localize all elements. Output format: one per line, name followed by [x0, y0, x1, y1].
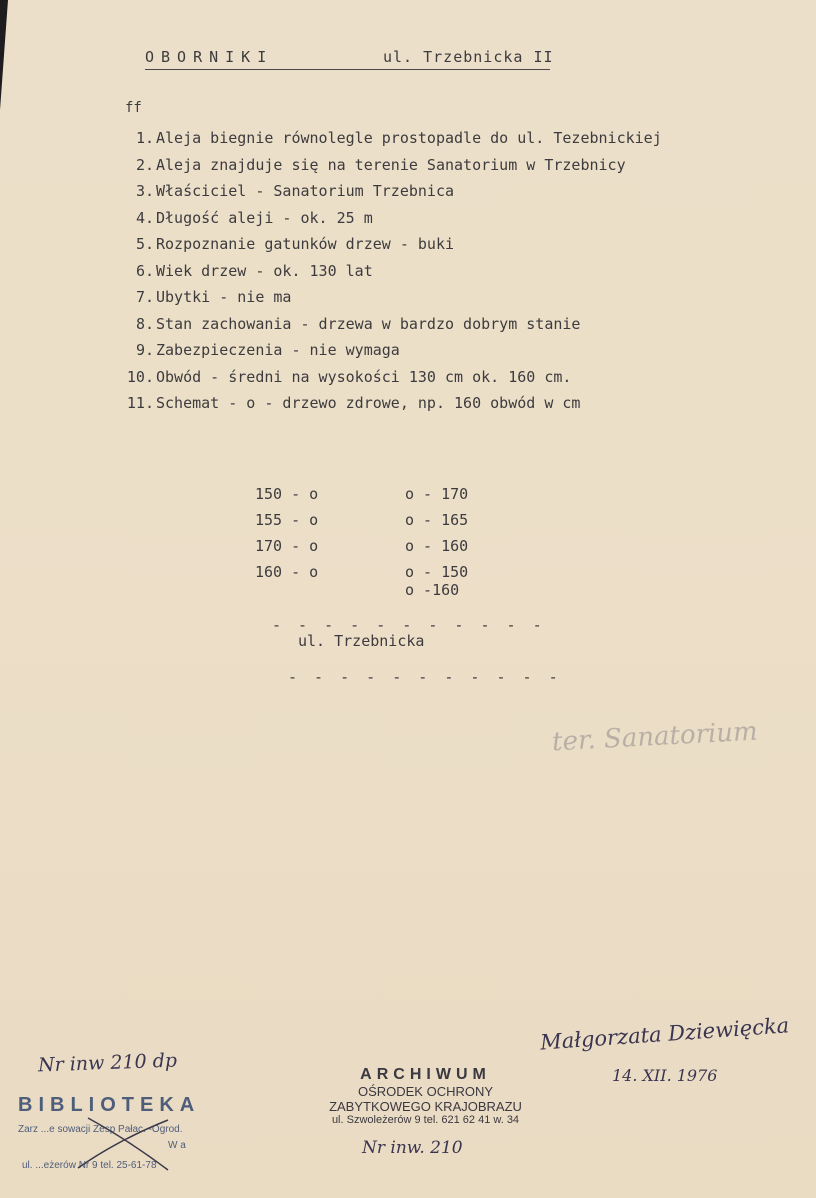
road-line-bottom: - - - - - - - - - - -	[288, 668, 562, 686]
scheme-right-entry: o -160	[405, 581, 460, 599]
list-item: 8. Stan zachowania - drzewa w bardzo dobrym stanie	[135, 314, 581, 333]
scheme-right-entry: o - 150	[405, 563, 469, 581]
item-text: Właściciel - Sanatorium Trzebnica	[156, 182, 455, 200]
item-list	[116, 125, 662, 417]
library-stamp	[18, 1090, 258, 1180]
item-text: Obwód - średni na wysokości 130 cm ok. 160 cm.	[156, 367, 572, 386]
item-text: Aleja znajduje się na terenie Sanatorium w Trzebnicy	[156, 155, 626, 174]
list-item: 4. Długość aleji - ok. 25 m	[135, 208, 373, 227]
item-text: Aleja biegnie równolegle prostopadle do ul. Tezebnickiej	[156, 129, 662, 147]
item-text: Ubytki - nie ma	[156, 288, 292, 306]
list-item: 11. Schemat - o - drzewo zdrowe, np. 160 obwód w cm	[126, 394, 581, 412]
scheme-left-entry: 150 - o	[255, 485, 319, 503]
library-stamp-line: ul. ...eżerów Nr 9 tel. 25-61-78	[22, 1160, 157, 1171]
library-stamp-line: W a	[168, 1140, 186, 1151]
archive-stamp-line: ul. Szwoleżerów 9 tel. 621 62 41 w. 34	[331, 1114, 520, 1126]
item-text: Długość aleji - ok. 25 m	[156, 208, 373, 227]
signature-date: 14. XII. 1976	[612, 1066, 718, 1085]
inventory-number-top: Nr inw 210 dp	[37, 1049, 178, 1077]
scheme-street-label: ul. Trzebnicka	[298, 632, 425, 650]
list-item: 5. Rozpoznanie gatunków drzew - buki	[135, 235, 455, 253]
scan-edge-shadow	[0, 0, 8, 110]
list-item: 3. Właściciel - Sanatorium Trzebnica	[135, 182, 455, 200]
item-text: Zabezpieczenia - nie wymaga	[156, 341, 400, 359]
item-text: Stan zachowania - drzewa w bardzo dobrym stanie	[156, 314, 581, 333]
margin-note-handwritten: ter. Sanatorium	[551, 716, 759, 758]
list-item: 2. Aleja znajduje się na terenie Sanatorium w Trzebnicy	[135, 155, 626, 174]
scheme-left-entry: 160 - o	[255, 563, 319, 581]
list-item: 7. Ubytki - nie ma	[135, 288, 292, 306]
list-item: 1. Aleja biegnie równolegle prostopadle do ul. Tezebnickiej	[135, 129, 662, 147]
margin-mark: ff	[125, 100, 142, 116]
list-item: 10. Obwód - średni na wysokości 130 cm ok. 160 cm.	[126, 367, 572, 386]
cross-out-mark	[18, 1090, 258, 1180]
archive-stamp-line: ZABYTKOWEGO KRAJOBRAZU	[329, 1099, 522, 1114]
item-text: Rozpoznanie gatunków drzew - buki	[156, 235, 455, 253]
item-text: Schemat - o - drzewo zdrowe, np. 160 obwód w cm	[156, 394, 581, 412]
archive-stamp-line: OŚRODEK OCHRONY	[357, 1084, 494, 1099]
list-item: 9. Zabezpieczenia - nie wymaga	[135, 341, 400, 359]
signature: Małgorzata Dziewięcka	[539, 1013, 790, 1055]
document-header	[145, 48, 554, 66]
scheme-right-entry: o - 160	[405, 537, 469, 555]
scheme-left-entry: 155 - o	[255, 511, 319, 529]
inventory-number-bottom: Nr inw. 210	[362, 1138, 463, 1158]
library-stamp-line: Zarz ...e sowacji Zesp Pałac. -Ogrod.	[18, 1124, 183, 1135]
road-line-top: - - - - - - - - - - -	[272, 616, 546, 634]
library-stamp-title: BIBLIOTEKA	[18, 1094, 201, 1116]
header-title: OBORNIKI	[145, 48, 274, 66]
header-street: ul. Trzebnicka II	[383, 48, 554, 66]
item-text: Wiek drzew - ok. 130 lat	[156, 261, 373, 280]
scheme-right-entry: o - 170	[405, 485, 469, 503]
scheme-left-entry: 170 - o	[255, 537, 319, 555]
scheme-right-entry: o - 165	[405, 511, 469, 529]
list-item: 6. Wiek drzew - ok. 130 lat	[135, 261, 373, 280]
archive-stamp	[318, 1066, 533, 1126]
archive-stamp-title: ARCHIWUM	[360, 1066, 491, 1083]
header-underline	[145, 69, 550, 70]
